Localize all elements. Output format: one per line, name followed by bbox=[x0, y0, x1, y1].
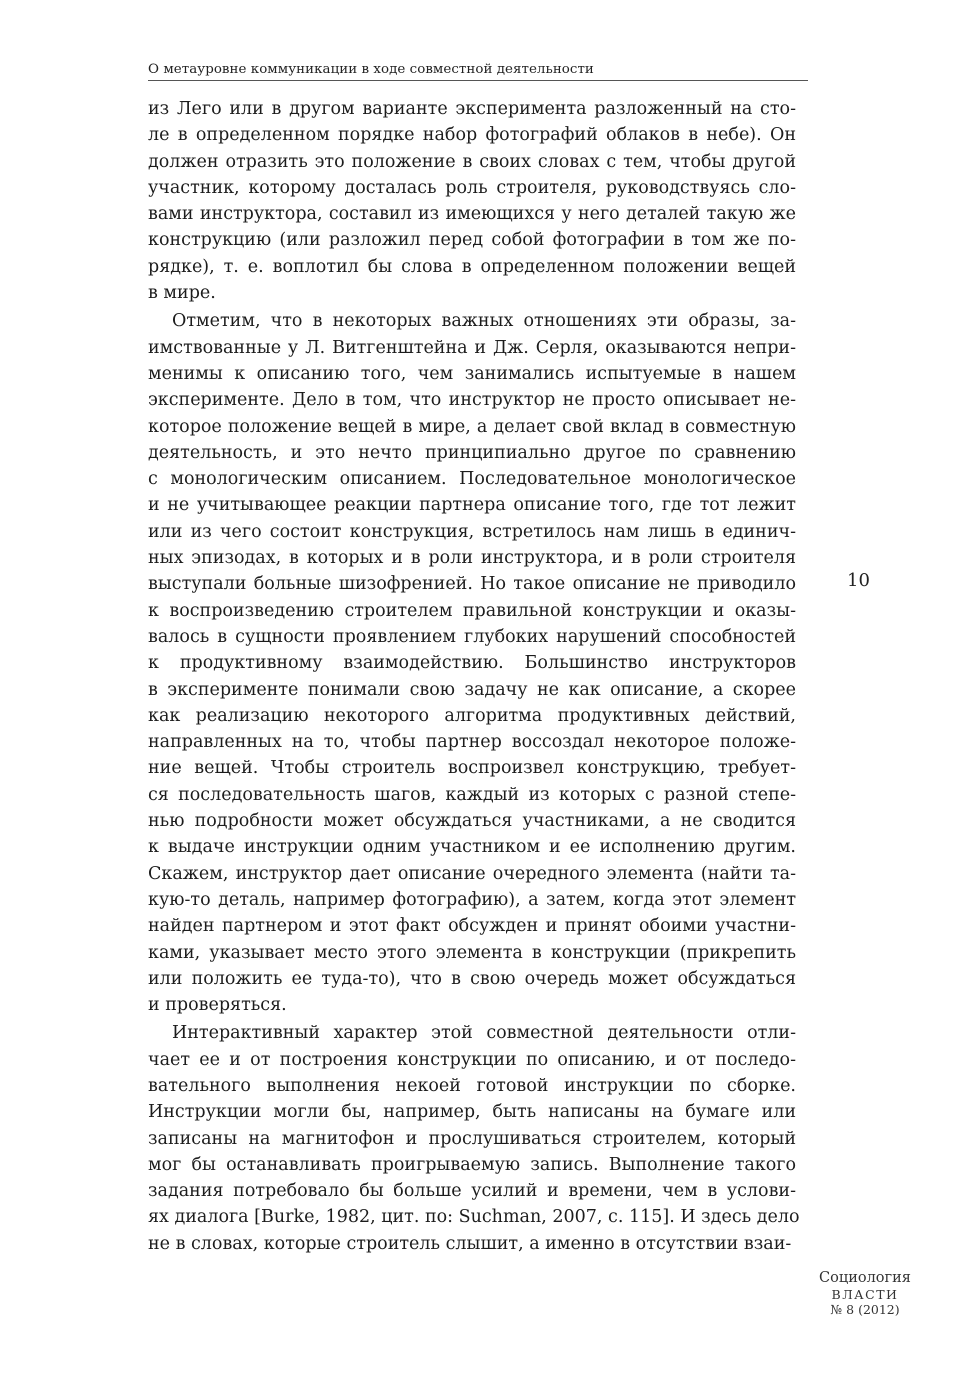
text-line: деятельность, и это нечто принципиально другое по сравнению bbox=[148, 442, 796, 463]
text-line: мог бы останавливать проигрываемую запись. Выполнение такого bbox=[148, 1154, 796, 1175]
text-line: которое положение вещей в мире, а делает свой вклад в совместную bbox=[148, 416, 796, 437]
text-line: задания потребовало бы больше усилий и времени, чем в услови- bbox=[148, 1181, 796, 1202]
text-line: рядке), т. е. воплотил бы слова в определенном положении вещей bbox=[148, 256, 796, 277]
text-line: в эксперименте понимали свою задачу не как описание, а скорее bbox=[148, 679, 796, 700]
text-line: имствованные у Л. Витгенштейна и Дж. Серля, оказываются непри- bbox=[148, 337, 796, 358]
journal-label bbox=[790, 1270, 940, 1317]
text-line: записаны на магнитофон и прослушиваться строителем, который bbox=[148, 1128, 796, 1149]
text-line: к продуктивному взаимодействию. Большинство инструкторов bbox=[148, 653, 796, 674]
journal-issue: № 8 (2012) bbox=[830, 1302, 900, 1317]
journal-subtitle: ВЛАСТИ bbox=[831, 1287, 899, 1302]
text-line: вательного выполнения некоей готовой инструкции по сборке. bbox=[148, 1075, 796, 1096]
text-line: ях диалога [Burke, 1982, цит. по: Suchman, 2007, с. 115]. И здесь дело bbox=[148, 1207, 800, 1228]
text-line: в мире. bbox=[148, 283, 216, 304]
text-line: как реализацию некоторого алгоритма продуктивных действий, bbox=[148, 705, 796, 726]
text-line: ле в определенном порядке набор фотографий облаков в небе). Он bbox=[148, 125, 796, 146]
paragraph bbox=[148, 308, 796, 1018]
running-head: О метауровне коммуникации в ходе совместной деятельности bbox=[148, 62, 808, 81]
text-line: с монологическим описанием. Последовательное монологическое bbox=[148, 469, 796, 490]
text-line: к воспроизведению строителем правильной конструкции и оказы- bbox=[148, 600, 796, 621]
text-line: конструкцию (или разложил перед собой фотографии в том же по- bbox=[148, 230, 796, 251]
text-line: к выдаче инструкции одним участником и ее исполнению другим. bbox=[148, 837, 796, 858]
text-line: валось в сущности проявлением глубоких нарушений способностей bbox=[148, 626, 796, 647]
article-body bbox=[148, 96, 800, 1259]
text-line: ками, указывает место этого элемента в конструкции (прикрепить bbox=[148, 942, 796, 963]
text-line: нью подробности может обсуждаться участниками, а не сводится bbox=[148, 811, 796, 832]
text-line: чает ее и от построения конструкции по описанию, и от последо- bbox=[148, 1049, 796, 1070]
page-number: 10 bbox=[847, 570, 870, 591]
text-line: из Лего или в другом варианте эксперимента разложенный на сто- bbox=[148, 99, 796, 119]
journal-title: Социология bbox=[819, 1270, 911, 1286]
text-line: или положить ее туда-то), что в свою очередь может обсуждаться bbox=[148, 968, 796, 989]
text-line: Интерактивный характер этой совместной деятельности отли- bbox=[172, 1023, 796, 1044]
text-line: и не учитывающее реакции партнера описание того, где тот лежит bbox=[148, 495, 796, 516]
text-line: и проверяться. bbox=[148, 995, 287, 1016]
text-line: вами инструктора, составил из имеющихся у него деталей такую же bbox=[148, 204, 796, 225]
text-line: найден партнером и этот факт обсужден и принят обоими участни- bbox=[148, 916, 796, 937]
text-line: кую-то деталь, например фотографию), а затем, когда этот элемент bbox=[148, 889, 796, 910]
text-line: участник, которому досталась роль строителя, руководствуясь сло- bbox=[148, 177, 796, 198]
text-line: не в словах, которые строитель слышит, а именно в отсутствии взаи- bbox=[148, 1233, 792, 1254]
text-line: или из чего состоит конструкция, встретилось нам лишь в единич- bbox=[148, 521, 796, 542]
text-line: направленных на то, чтобы партнер воссоздал некоторое положе- bbox=[148, 732, 796, 753]
text-line: Инструкции могли бы, например, быть написаны на бумаге или bbox=[148, 1102, 796, 1123]
paragraph bbox=[148, 96, 796, 306]
text-line: выступали больные шизофренией. Но такое описание не приводило bbox=[148, 574, 796, 595]
text-line: ных эпизодах, в которых и в роли инструктора, и в роли строителя bbox=[148, 548, 796, 569]
text-line: эксперименте. Дело в том, что инструктор не просто описывает не- bbox=[148, 390, 796, 411]
text-line: менимы к описанию того, чем занимались испытуемые в нашем bbox=[148, 363, 796, 384]
text-line: ние вещей. Чтобы строитель воспроизвел конструкцию, требует- bbox=[148, 758, 796, 779]
text-line: должен отразить это положение в своих словах с тем, чтобы другой bbox=[148, 151, 796, 172]
text-line: ся последовательность шагов, каждый из которых с разной степе- bbox=[148, 784, 796, 805]
paragraph bbox=[148, 1020, 800, 1257]
text-line: Отметим, что в некоторых важных отношениях эти образы, за- bbox=[172, 311, 796, 332]
text-line: Скажем, инструктор дает описание очередного элемента (найти та- bbox=[148, 863, 796, 884]
